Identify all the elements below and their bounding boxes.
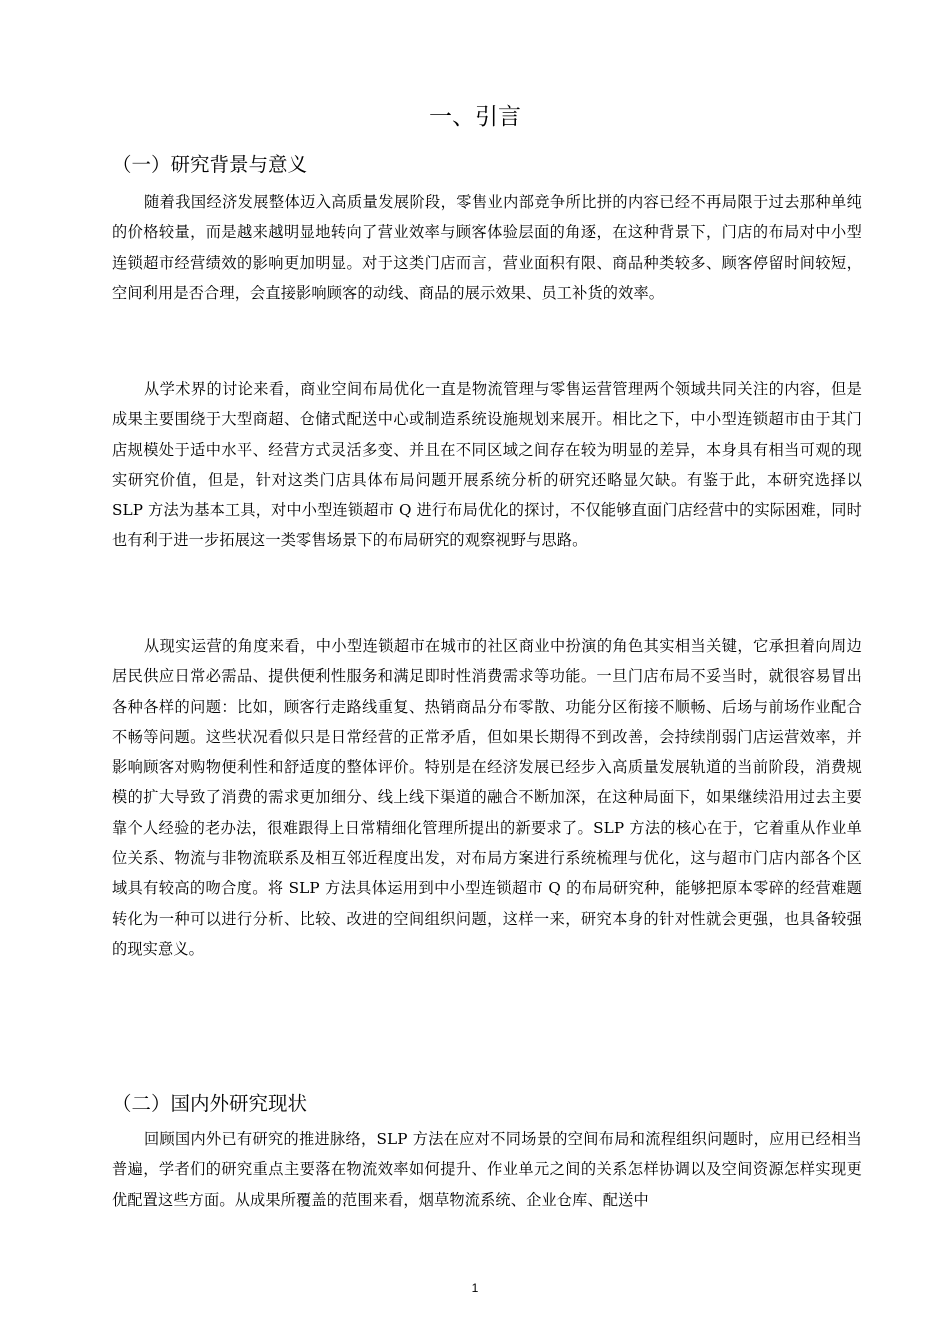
section-heading-research-status: （二）国内外研究现状: [112, 1092, 308, 1115]
paragraph-background-2: 从学术界的讨论来看，商业空间布局优化一直是物流管理与零售运营管理两个领域共同关注的内容，但是成果主要围绕于大型商超、仓储式配送中心或制造系统设施规划来展开。相比之下，中小型连锁超市由于其门店规模处于适中水平、经营方式灵活多变、并且在不同区域之间存在较为明显的差异，本身具有相当可观的现实研究价值，但是，针对这类门店具体布局问题开展系统分析的研究还略显欠缺。有鉴于此，本研究选择以 SLP 方法为基本工具，对中小型连锁超市 Q 进行布局优化的探讨，不仅能够直面门店经营中的实际困难，同时也有利于进一步拓展这一类零售场景下的布局研究的观察视野与思路。: [112, 380, 862, 550]
chapter-title: 一、引言: [429, 104, 521, 130]
paragraph-background-1: 随着我国经济发展整体迈入高质量发展阶段，零售业内部竞争所比拼的内容已经不再局限于过去那种单纯的价格较量，而是越来越明显地转向了营业效率与顾客体验层面的角逐，在这种背景下，门店的布局对中小型连锁超市经营绩效的影响更加明显。对于这类门店而言，营业面积有限、商品种类较多、顾客停留时间较短，空间利用是否合理，会直接影响顾客的动线、商品的展示效果、员工补货的效率。: [112, 193, 862, 302]
page-number: 1: [471, 1281, 479, 1295]
paragraph-background-3: 从现实运营的角度来看，中小型连锁超市在城市的社区商业中扮演的角色其实相当关键，它承担着向周边居民供应日常必需品、提供便利性服务和满足即时性消费需求等功能。一旦门店布局不妥当时，就很容易冒出各种各样的问题：比如，顾客行走路线重复、热销商品分布零散、功能分区衔接不顺畅、后场与前场作业配合不畅等问题。这些状况看似只是日常经营的正常矛盾，但如果长期得不到改善，会持续削弱门店运营效率，并影响顾客对购物便利性和舒适度的整体评价。特别是在经济发展已经步入高质量发展轨道的当前阶段，消费规模的扩大导致了消费的需求更加细分、线上线下渠道的融合不断加深，在这种局面下，如果继续沿用过去主要靠个人经验的老办法，很难跟得上日常精细化管理所提出的新要求了。SLP 方法的核心在于，它着重从作业单位关系、物流与非物流联系及相互邻近程度出发，对布局方案进行系统梳理与优化，这与超市门店内部各个区域具有较高的吻合度。将 SLP 方法具体运用到中小型连锁超市 Q 的布局研究种，能够把原本零碎的经营难题转化为一种可以进行分析、比较、改进的空间组织问题，这样一来，研究本身的针对性就会更强，也具备较强的现实意义。: [112, 637, 862, 958]
paragraph-research-status-1: 回顾国内外已有研究的推进脉络，SLP 方法在应对不同场景的空间布局和流程组织问题时，应用已经相当普遍，学者们的研究重点主要落在物流效率如何提升、作业单元之间的关系怎样协调以及空间资源怎样实现更优配置这些方面。从成果所覆盖的范围来看，烟草物流系统、企业仓库、配送中: [112, 1130, 862, 1209]
section-heading-background: （一）研究背景与意义: [112, 153, 308, 176]
